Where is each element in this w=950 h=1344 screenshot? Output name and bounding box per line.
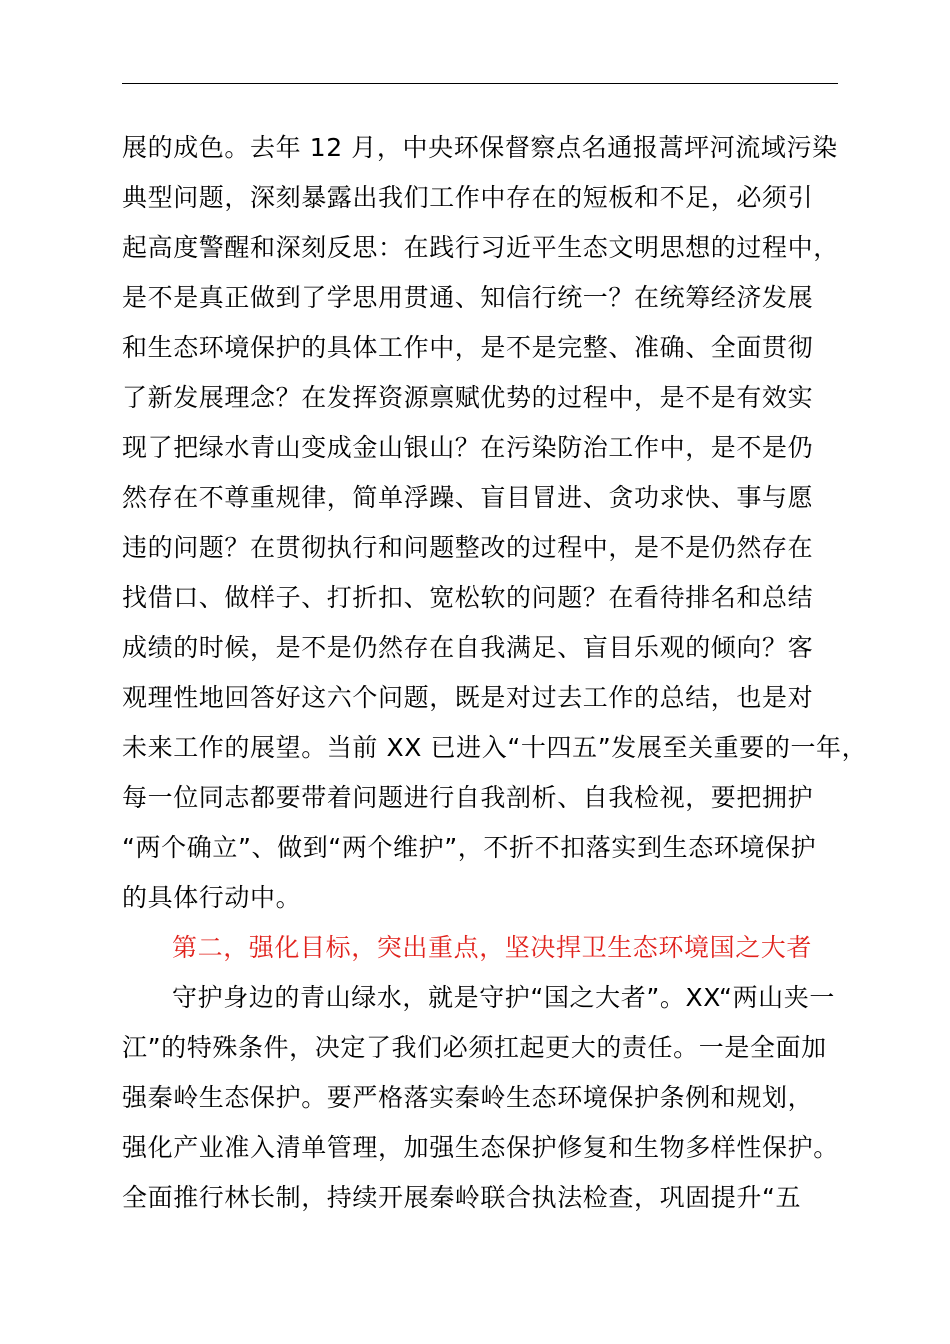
paragraph-line: 守护身边的青山绿水，就是守护“国之大者”。XX“两山夹一 xyxy=(172,983,835,1012)
paragraph-line: 每一位同志都要带着问题进行自我剖析、自我检视，要把拥护 xyxy=(122,783,814,812)
paragraph-line: 起高度警醒和深刻反思：在践行习近平生态文明思想的过程中， xyxy=(122,233,839,262)
paragraph-line: 现了把绿水青山变成金山银山？在污染防治工作中，是不是仍 xyxy=(122,433,814,462)
paragraph-line: 找借口、做样子、打折扣、宽松软的问题？在看待排名和总结 xyxy=(122,583,814,612)
paragraph-line: 典型问题，深刻暴露出我们工作中存在的短板和不足，必须引 xyxy=(122,183,814,212)
paragraph-line: 强化产业准入清单管理，加强生态保护修复和生物多样性保护。 xyxy=(122,1133,839,1162)
paragraph-line: 全面推行林长制，持续开展秦岭联合执法检查，巩固提升“五 xyxy=(122,1183,802,1212)
paragraph-line: 和生态环境保护的具体工作中，是不是完整、准确、全面贯彻 xyxy=(122,333,814,362)
paragraph-line: 了新发展理念？在发挥资源禀赋优势的过程中，是不是有效实 xyxy=(122,383,814,412)
paragraph-line: 强秦岭生态保护。要严格落实秦岭生态环境保护条例和规划， xyxy=(122,1083,814,1112)
paragraph-line: 成绩的时候，是不是仍然存在自我满足、盲目乐观的倾向？客 xyxy=(122,633,814,662)
paragraph-line: 是不是真正做到了学思用贯通、知信行统一？在统筹经济发展 xyxy=(122,283,814,312)
paragraph-line: 的具体行动中。 xyxy=(122,883,302,912)
section-heading: 第二，强化目标，突出重点，坚决捍卫生态环境国之大者 xyxy=(172,933,813,962)
paragraph-line: 然存在不尊重规律，简单浮躁、盲目冒进、贪功求快、事与愿 xyxy=(122,483,814,512)
paragraph-line: 江”的特殊条件，决定了我们必须扛起更大的责任。一是全面加 xyxy=(122,1033,827,1062)
paragraph-line: 观理性地回答好这六个问题，既是对过去工作的总结，也是对 xyxy=(122,683,814,712)
paragraph-line: 未来工作的展望。当前 XX 已进入“十四五”发展至关重要的一年， xyxy=(122,733,868,762)
paragraph-line: 展的成色。去年 12 月，中央环保督察点名通报蒿坪河流域污染 xyxy=(122,133,838,162)
paragraph-line: “两个确立”、做到“两个维护”，不折不扣落实到生态环境保护 xyxy=(122,833,817,862)
header-rule xyxy=(122,83,838,84)
paragraph-line: 违的问题？在贯彻执行和问题整改的过程中，是不是仍然存在 xyxy=(122,533,814,562)
